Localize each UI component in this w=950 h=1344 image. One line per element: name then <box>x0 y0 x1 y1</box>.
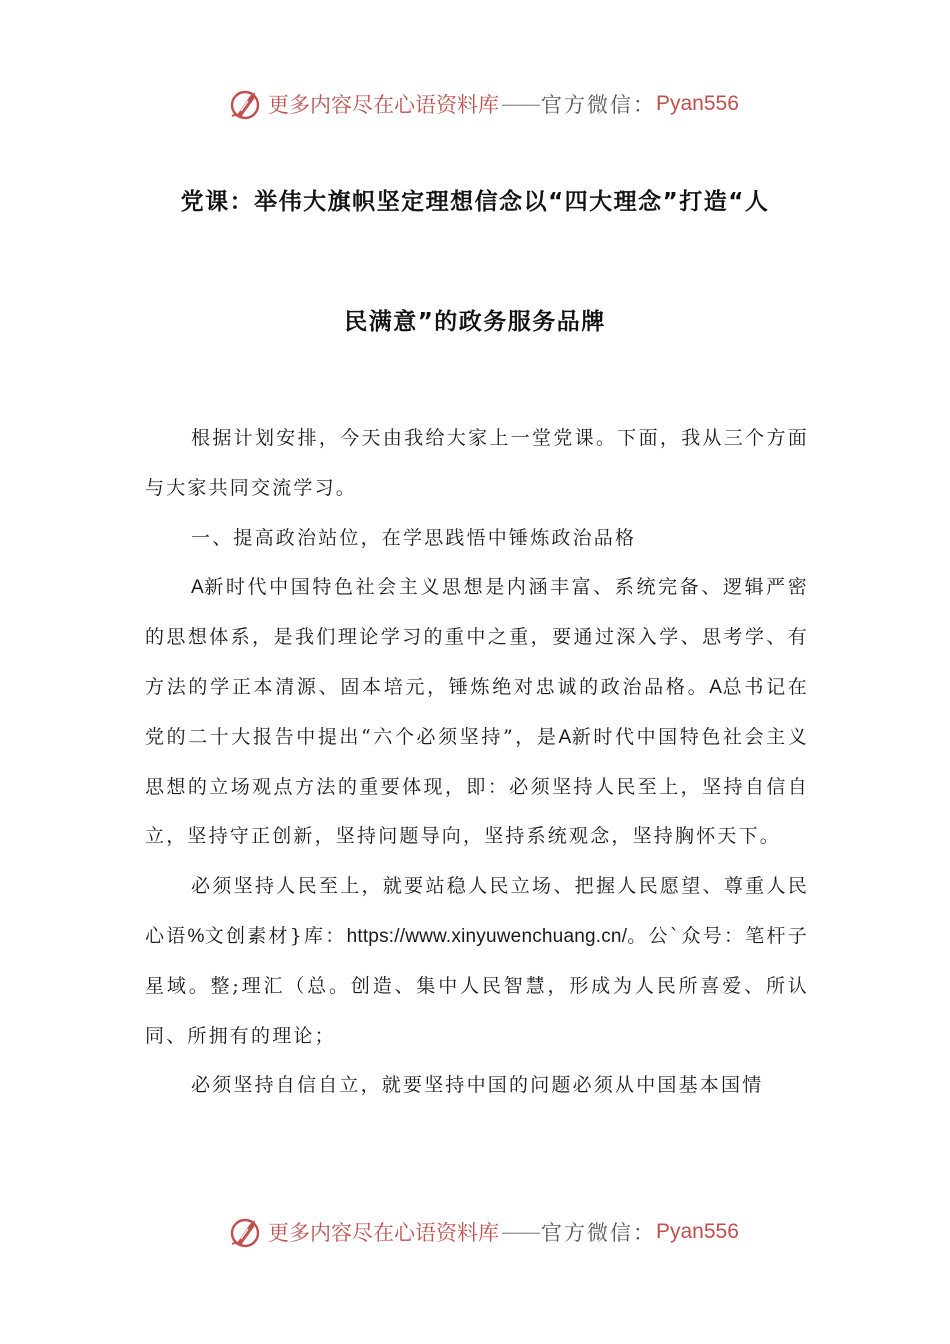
banner-brand-text: 更多内容尽在心语资料库 <box>268 1221 499 1245</box>
header-watermark-banner <box>228 84 739 124</box>
banner-wechat-label: 官方微信： <box>541 1221 656 1245</box>
banner-wechat-id: Pyan556 <box>656 92 739 115</box>
paragraph-thought-system: A新时代中国特色社会主义思想是内涵丰富、系统完备、逻辑严密的思想体系，是我们理论学习的重中之重，要通过深入学、思考学、有方法的学正本清源、固本培元，锤炼绝对忠诚的政治品格。A总书记在党的二十大报告中提出“六个必须坚持”，是A新时代中国特色社会主义思想的立场观点方法的重要体现，即：必须坚持人民至上，坚持自信自立，坚持守正创新，坚持问题导向，坚持系统观念，坚持胸怀天下。 <box>145 576 809 848</box>
footer-watermark-banner <box>228 1212 739 1252</box>
banner-wechat-label: 官方微信： <box>541 93 656 117</box>
banner-dash: —— <box>501 1220 539 1244</box>
document-title-line-1: 党课：举伟大旗帜坚定理想信念以“四大理念”打造“人 <box>180 189 770 215</box>
document-body <box>145 414 809 1111</box>
section-heading-1: 一、提高政治站位，在学思践悟中锤炼政治品格 <box>191 526 637 549</box>
banner-brand-text: 更多内容尽在心语资料库 <box>268 93 499 117</box>
document-title-line-2: 民满意”的政务服务品牌 <box>344 309 606 335</box>
paragraph-self-reliance: 必须坚持自信自立，就要坚持中国的问题必须从中国基本国情 <box>191 1074 764 1097</box>
banner-dash: —— <box>501 92 539 116</box>
paragraph-intro: 根据计划安排，今天由我给大家上一堂党课。下面，我从三个方面与大家共同交流学习。 <box>145 427 809 499</box>
paragraph-people-first: 必须坚持人民至上，就要站稳人民立场、把握人民愿望、尊重人民心语%文创素材}库：https://www.xinyuwenchuang.cn/。公`众号：笔杆子星域。整;理汇（总。创造、集中人民智慧，形成为人民所喜爱、所认同、所拥有的理论； <box>145 875 809 1047</box>
pen-nib-logo-icon <box>228 86 264 122</box>
pen-nib-logo-icon <box>228 1214 264 1250</box>
banner-wechat-id: Pyan556 <box>656 1220 739 1243</box>
